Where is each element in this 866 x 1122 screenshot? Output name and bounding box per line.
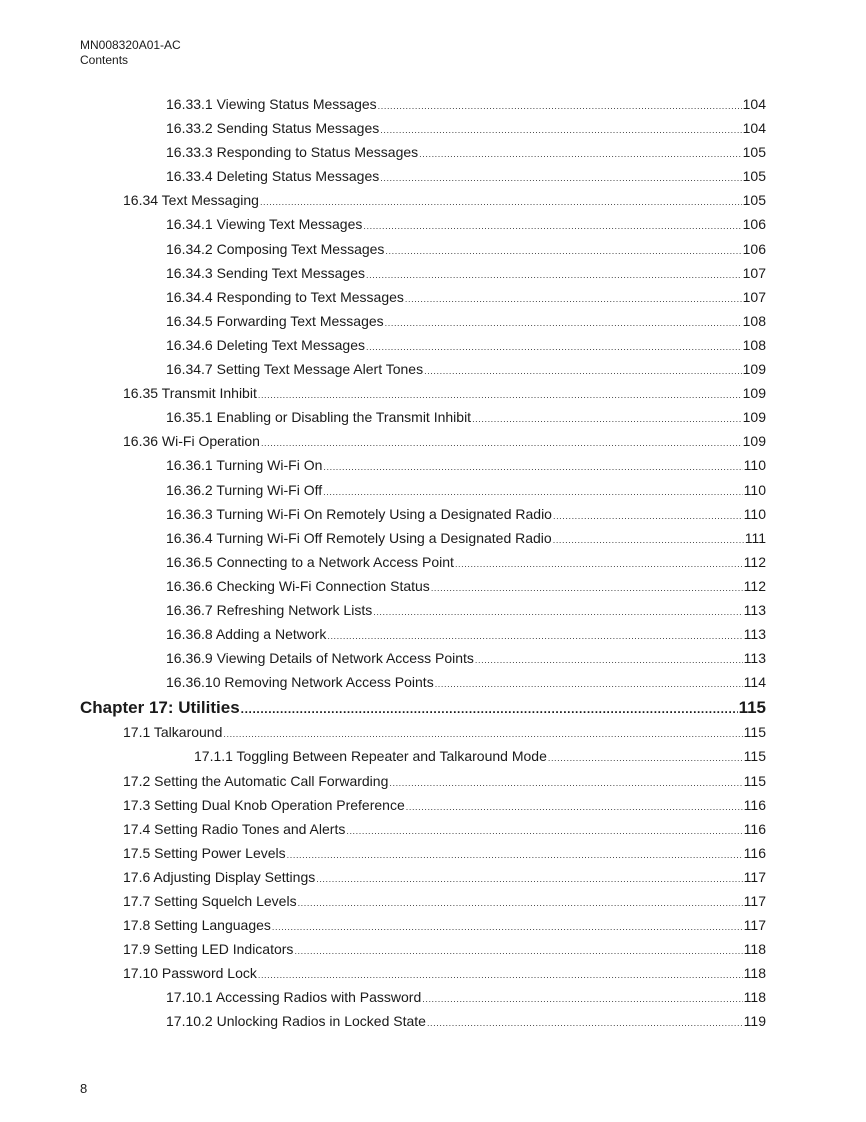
toc-entry-title: 17.10 Password Lock	[123, 965, 257, 982]
toc-entry-page: 112	[743, 553, 766, 570]
toc-entry[interactable]	[80, 530, 766, 554]
toc-leader-dots	[378, 101, 742, 111]
toc-entry-title: 16.34.2 Composing Text Messages	[166, 240, 385, 257]
toc-entry-page: 113	[743, 626, 766, 643]
toc-entry[interactable]	[80, 506, 766, 530]
toc-entry-page: 118	[743, 965, 766, 982]
toc-entry[interactable]	[80, 554, 766, 578]
toc-leader-dots	[553, 511, 743, 521]
toc-entry[interactable]	[80, 748, 766, 772]
toc-leader-dots	[431, 583, 743, 593]
toc-entry[interactable]	[80, 168, 766, 192]
toc-leader-dots	[258, 970, 743, 980]
toc-chapter-entry[interactable]	[80, 698, 766, 724]
toc-entry[interactable]	[80, 941, 766, 965]
toc-entry-title: 16.34.5 Forwarding Text Messages	[166, 312, 384, 329]
toc-leader-dots	[294, 946, 742, 956]
toc-leader-dots	[419, 149, 741, 159]
toc-entry[interactable]	[80, 385, 766, 409]
toc-entry[interactable]	[80, 409, 766, 433]
toc-entry-page: 105	[742, 192, 766, 209]
toc-leader-dots	[323, 487, 743, 497]
toc-entry-page: 116	[743, 796, 766, 813]
toc-leader-dots	[548, 753, 743, 763]
page-header	[80, 38, 181, 68]
toc-leader-dots	[258, 390, 742, 400]
toc-entry-page: 115	[743, 748, 766, 765]
toc-leader-dots	[346, 826, 742, 836]
toc-entry-page: 109	[742, 385, 766, 402]
toc-entry-page: 106	[742, 240, 766, 257]
toc-leader-dots	[366, 342, 742, 352]
toc-entry-title: 16.36.2 Turning Wi-Fi Off	[166, 481, 323, 498]
page-number: 8	[80, 1081, 88, 1096]
toc-leader-dots	[373, 607, 742, 617]
toc-entry-title: 16.36.3 Turning Wi-Fi On Remotely Using a Designated Radio	[166, 505, 552, 522]
toc-entry-title: 16.36.8 Adding a Network	[166, 626, 327, 643]
toc-leader-dots	[424, 366, 742, 376]
toc-entry-title: 16.33.3 Responding to Status Messages	[166, 144, 419, 161]
toc-leader-dots	[363, 221, 741, 231]
toc-entry-title: 17.10.2 Unlocking Radios in Locked State	[166, 1013, 426, 1030]
toc-entry-page: 113	[743, 601, 766, 618]
toc-entry-title: 16.36.6 Checking Wi-Fi Connection Status	[166, 577, 430, 594]
toc-leader-dots	[427, 1018, 743, 1028]
toc-entry-title: 16.36.7 Refreshing Network Lists	[166, 601, 373, 618]
toc-leader-dots	[366, 270, 742, 280]
toc-leader-dots	[405, 294, 742, 304]
toc-entry-page: 104	[742, 96, 766, 112]
toc-entry-page: 116	[743, 844, 766, 861]
toc-leader-dots	[385, 246, 741, 256]
document-id: MN008320A01-AC	[80, 38, 181, 52]
toc-entry[interactable]	[80, 433, 766, 457]
table-of-contents	[80, 96, 766, 1038]
toc-leader-dots	[327, 631, 742, 641]
toc-entry-title: 17.5 Setting Power Levels	[123, 844, 286, 861]
toc-entry[interactable]	[80, 821, 766, 845]
toc-entry[interactable]	[80, 192, 766, 216]
toc-leader-dots	[385, 318, 742, 328]
toc-entry-title: Chapter 17: Utilities	[80, 698, 240, 718]
toc-leader-dots	[323, 462, 742, 472]
toc-entry-page: 111	[744, 529, 766, 546]
toc-entry-page: 110	[743, 457, 766, 474]
toc-entry[interactable]	[80, 144, 766, 168]
toc-entry[interactable]	[80, 265, 766, 289]
toc-entry-page: 109	[742, 361, 766, 378]
toc-entry-page: 106	[742, 216, 766, 233]
toc-entry-title: 16.34.6 Deleting Text Messages	[166, 336, 365, 353]
toc-leader-dots	[475, 655, 743, 665]
toc-leader-dots	[261, 438, 742, 448]
toc-entry[interactable]	[80, 289, 766, 313]
toc-entry[interactable]	[80, 989, 766, 1013]
toc-entry-page: 109	[742, 409, 766, 426]
toc-leader-dots	[223, 729, 742, 739]
toc-entry-title: 17.7 Setting Squelch Levels	[123, 893, 297, 909]
toc-entry-page: 110	[743, 481, 766, 498]
toc-entry[interactable]	[80, 602, 766, 626]
toc-entry-title: 17.1.1 Toggling Between Repeater and Talkaround Mode	[194, 748, 547, 765]
toc-entry-title: 16.36 Wi-Fi Operation	[123, 433, 260, 450]
toc-entry[interactable]	[80, 241, 766, 265]
toc-entry[interactable]	[80, 869, 766, 893]
toc-leader-dots	[389, 778, 742, 788]
toc-entry[interactable]	[80, 361, 766, 385]
toc-leader-dots	[272, 922, 743, 932]
toc-entry-title: 16.34.3 Sending Text Messages	[166, 264, 365, 281]
toc-leader-dots	[406, 802, 743, 812]
toc-entry-title: 17.6 Adjusting Display Settings	[123, 868, 316, 885]
toc-entry-page: 109	[742, 433, 766, 450]
toc-entry-title: 17.9 Setting LED Indicators	[123, 941, 294, 958]
toc-leader-dots	[380, 173, 741, 183]
toc-entry-page: 108	[742, 336, 766, 353]
toc-entry[interactable]	[80, 845, 766, 869]
toc-leader-dots	[422, 994, 742, 1004]
toc-entry-page: 107	[742, 288, 766, 305]
toc-entry[interactable]	[80, 917, 766, 941]
toc-entry[interactable]	[80, 1013, 766, 1037]
toc-entry[interactable]	[80, 313, 766, 337]
toc-entry-title: 16.34.1 Viewing Text Messages	[166, 216, 363, 233]
toc-leader-dots	[316, 874, 742, 884]
toc-entry-page: 104	[742, 120, 766, 137]
toc-entry-page: 118	[743, 989, 766, 1006]
toc-entry[interactable]	[80, 216, 766, 240]
toc-entry-page: 105	[742, 168, 766, 185]
toc-entry-page: 110	[743, 505, 766, 522]
toc-entry-page: 113	[743, 650, 766, 667]
toc-entry-page: 105	[742, 144, 766, 161]
toc-entry-title: 17.2 Setting the Automatic Call Forwarding	[123, 772, 389, 789]
toc-entry-title: 16.35.1 Enabling or Disabling the Transmit Inhibit	[166, 409, 472, 426]
section-name: Contents	[80, 53, 129, 67]
toc-leader-dots	[455, 559, 743, 569]
toc-entry-title: 17.4 Setting Radio Tones and Alerts	[123, 820, 346, 837]
toc-entry[interactable]	[80, 626, 766, 650]
toc-entry-title: 16.36.5 Connecting to a Network Access Point	[166, 553, 454, 570]
toc-entry-title: 17.10.1 Accessing Radios with Password	[166, 989, 422, 1006]
toc-entry[interactable]	[80, 965, 766, 989]
toc-entry-page: 114	[743, 674, 766, 691]
toc-entry-page: 115	[743, 772, 766, 789]
toc-entry-page: 119	[743, 1013, 766, 1030]
toc-entry-title: 17.8 Setting Languages	[123, 917, 271, 934]
toc-entry-title: 16.36.4 Turning Wi-Fi Off Remotely Using a Designated Radio	[166, 529, 552, 546]
toc-entry[interactable]	[80, 674, 766, 698]
toc-entry-page: 118	[743, 941, 766, 958]
toc-entry-title: 16.34.7 Setting Text Message Alert Tones	[166, 361, 424, 378]
toc-entry[interactable]	[80, 96, 766, 120]
toc-entry-page: 108	[742, 312, 766, 329]
toc-entry-title: 17.3 Setting Dual Knob Operation Preference	[123, 796, 405, 813]
toc-entry[interactable]	[80, 337, 766, 361]
toc-entry-title: 16.33.1 Viewing Status Messages	[166, 96, 377, 112]
toc-entry-page: 112	[743, 577, 766, 594]
toc-entry[interactable]	[80, 120, 766, 144]
toc-entry-title: 16.34.4 Responding to Text Messages	[166, 288, 404, 305]
toc-leader-dots	[472, 414, 742, 424]
toc-leader-dots	[287, 850, 743, 860]
toc-entry-page: 115	[738, 698, 766, 718]
toc-entry[interactable]	[80, 578, 766, 602]
toc-leader-dots	[260, 197, 742, 207]
toc-entry-title: 17.1 Talkaround	[123, 724, 223, 741]
toc-entry-page: 115	[743, 724, 766, 741]
toc-leader-dots	[298, 898, 743, 908]
toc-entry[interactable]	[80, 773, 766, 797]
toc-entry-title: 16.36.9 Viewing Details of Network Access Points	[166, 650, 474, 667]
toc-entry[interactable]	[80, 797, 766, 821]
toc-leader-dots	[435, 679, 743, 689]
toc-entry[interactable]	[80, 893, 766, 917]
toc-entry-title: 16.35 Transmit Inhibit	[123, 385, 257, 402]
toc-entry-page: 117	[743, 893, 766, 909]
toc-leader-dots	[553, 535, 744, 545]
toc-leader-dots	[380, 125, 741, 135]
toc-entry-title: 16.36.10 Removing Network Access Points	[166, 674, 434, 691]
toc-entry[interactable]	[80, 457, 766, 481]
toc-entry-title: 16.34 Text Messaging	[123, 192, 259, 209]
toc-entry-page: 116	[743, 820, 766, 837]
toc-entry-page: 107	[742, 264, 766, 281]
toc-entry-page: 117	[743, 868, 766, 885]
toc-entry[interactable]	[80, 724, 766, 748]
toc-leader-dots	[241, 702, 738, 716]
toc-entry[interactable]	[80, 650, 766, 674]
toc-entry-page: 117	[743, 917, 766, 934]
toc-entry[interactable]	[80, 482, 766, 506]
toc-entry-title: 16.33.4 Deleting Status Messages	[166, 168, 380, 185]
toc-entry-title: 16.33.2 Sending Status Messages	[166, 120, 380, 137]
toc-entry-title: 16.36.1 Turning Wi-Fi On	[166, 457, 323, 474]
